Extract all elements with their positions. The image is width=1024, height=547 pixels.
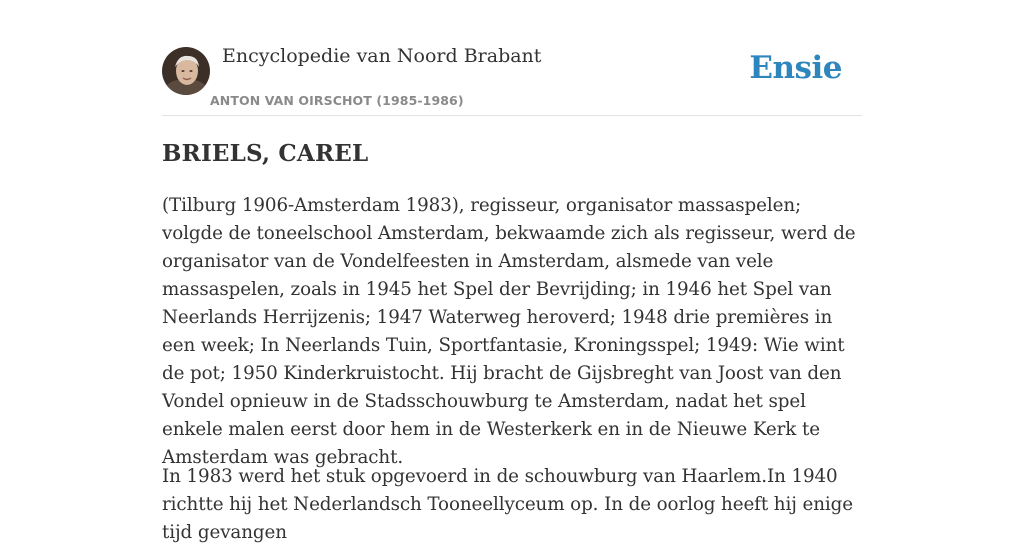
entry-paragraph: In 1983 werd het stuk opgevoerd in de schouwburg van Haarlem.In 1940 richtte hij het Nederlandsch Tooneellyceum op. In de oorlog heeft hij enige tijd gevangen [162,466,853,543]
source-title[interactable]: Encyclopedie van Noord Brabant [222,45,542,67]
ensie-logo[interactable]: Ensie [749,50,842,86]
entry-paragraph: (Tilburg 1906-Amsterdam 1983), regisseur, organisator massaspelen; volgde de toneelschool Amsterdam, bekwaamde zich als regisseur, werd de organisator van de Vondelfeesten in Amsterdam, alsmede van vele massaspelen, zoals in 1945 het Spel der Bevrijding; in 1946 het Spel van Neerlands Herrijzenis; 1947 Waterweg heroverd; 1948 drie premières in een week; In Neerlands Tuin, Sportfantasie, Kroningsspel; 1949: Wie wint de pot; 1950 Kinderkruistocht. Hij bracht de Gijsbreght van Joost van den Vondel opnieuw in de Stadsschouwburg te Amsterdam, nadat het spel enkele malen eerst door hem in de Westerkerk en in de Nieuwe Kerk te Amsterdam was gebracht. [162,195,856,468]
article-page [162,0,862,543]
author-avatar[interactable] [162,47,210,95]
source-header [162,0,862,116]
page-title: BRIELS, CAREL [162,140,369,167]
author-portrait-icon [162,47,210,95]
author-credit: ANTON VAN OIRSCHOT (1985-1986) [210,93,464,108]
